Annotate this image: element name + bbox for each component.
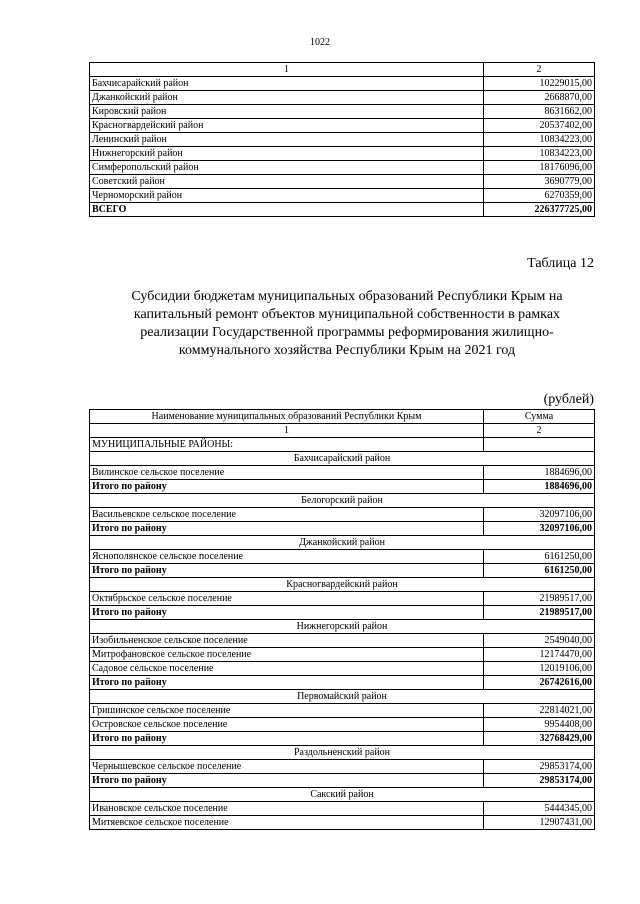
section-empty-cell xyxy=(484,438,595,452)
district-amount: 6270359,00 xyxy=(484,189,595,203)
settlement-amount: 32097106,00 xyxy=(484,508,595,522)
column-number-row xyxy=(90,424,595,438)
district-header: Джанкойский район xyxy=(90,536,595,550)
district-totals-body xyxy=(90,63,595,217)
district-total-label: Итого по району xyxy=(90,480,484,494)
district-total-amount: 21989517,00 xyxy=(484,606,595,620)
settlement-amount: 2549040,00 xyxy=(484,634,595,648)
district-header: Белогорский район xyxy=(90,494,595,508)
column-number-row xyxy=(90,63,595,77)
district-total-row xyxy=(90,676,595,690)
table-row xyxy=(90,119,595,133)
district-name: Черноморский район xyxy=(90,189,484,203)
table-row xyxy=(90,760,595,774)
district-amount: 10834223,00 xyxy=(484,147,595,161)
column-number-2: 2 xyxy=(484,63,595,77)
district-name: Красногвардейский район xyxy=(90,119,484,133)
table-row xyxy=(90,662,595,676)
table-row xyxy=(90,816,595,830)
district-total-row xyxy=(90,480,595,494)
district-name: Советский район xyxy=(90,175,484,189)
district-amount: 8631662,00 xyxy=(484,105,595,119)
district-amount: 3690779,00 xyxy=(484,175,595,189)
subsidies-table-body xyxy=(90,410,595,830)
grand-total-row xyxy=(90,203,595,217)
district-total-amount: 1884696,00 xyxy=(484,480,595,494)
settlement-name: Островское сельское поселение xyxy=(90,718,484,732)
district-total-row xyxy=(90,564,595,578)
district-amount: 18176096,00 xyxy=(484,161,595,175)
district-total-row xyxy=(90,606,595,620)
district-header-row xyxy=(90,578,595,592)
table-row xyxy=(90,508,595,522)
district-total-row xyxy=(90,732,595,746)
district-header-row xyxy=(90,452,595,466)
header-name: Наименование муниципальных образований Республики Крым xyxy=(90,410,484,424)
district-total-label: Итого по району xyxy=(90,564,484,578)
district-total-label: Итого по району xyxy=(90,522,484,536)
district-amount: 10834223,00 xyxy=(484,133,595,147)
table-row xyxy=(90,175,595,189)
settlement-name: Чернышевское сельское поселение xyxy=(90,760,484,774)
district-header: Бахчисарайский район xyxy=(90,452,595,466)
district-total-label: Итого по району xyxy=(90,732,484,746)
table-row xyxy=(90,718,595,732)
page-number: 1022 xyxy=(310,37,330,48)
district-header: Первомайский район xyxy=(90,690,595,704)
table-row xyxy=(90,466,595,480)
district-header: Сакский район xyxy=(90,788,595,802)
district-header: Нижнегорский район xyxy=(90,620,595,634)
grand-total-amount: 226377725,00 xyxy=(484,203,595,217)
table-row xyxy=(90,91,595,105)
district-total-amount: 32768429,00 xyxy=(484,732,595,746)
district-total-label: Итого по району xyxy=(90,676,484,690)
settlement-amount: 9954408,00 xyxy=(484,718,595,732)
district-header-row xyxy=(90,494,595,508)
settlement-name: Гришинское сельское поселение xyxy=(90,704,484,718)
district-amount: 20537402,00 xyxy=(484,119,595,133)
table-row xyxy=(90,592,595,606)
column-number-1: 1 xyxy=(90,63,484,77)
district-total-label: Итого по району xyxy=(90,606,484,620)
header-row xyxy=(90,410,595,424)
table-row xyxy=(90,634,595,648)
settlement-name: Митяевское сельское поселение xyxy=(90,816,484,830)
district-total-row xyxy=(90,522,595,536)
district-name: Симферопольский район xyxy=(90,161,484,175)
table-row xyxy=(90,189,595,203)
district-name: Бахчисарайский район xyxy=(90,77,484,91)
settlement-amount: 12174470,00 xyxy=(484,648,595,662)
table-row xyxy=(90,802,595,816)
units-label: (рублей) xyxy=(543,392,594,407)
district-total-label: Итого по району xyxy=(90,774,484,788)
settlement-amount: 29853174,00 xyxy=(484,760,595,774)
district-header: Раздольненский район xyxy=(90,746,595,760)
settlement-name: Изобильненское сельское поселение xyxy=(90,634,484,648)
settlement-name: Вилинское сельское поселение xyxy=(90,466,484,480)
table-label: Таблица 12 xyxy=(527,256,594,271)
settlement-amount: 21989517,00 xyxy=(484,592,595,606)
settlement-amount: 6161250,00 xyxy=(484,550,595,564)
district-name: Ленинский район xyxy=(90,133,484,147)
section-row xyxy=(90,438,595,452)
table-row xyxy=(90,550,595,564)
table-row xyxy=(90,704,595,718)
district-header-row xyxy=(90,620,595,634)
table-row xyxy=(90,147,595,161)
settlement-amount: 22814021,00 xyxy=(484,704,595,718)
district-total-amount: 29853174,00 xyxy=(484,774,595,788)
district-total-amount: 6161250,00 xyxy=(484,564,595,578)
settlement-amount: 5444345,00 xyxy=(484,802,595,816)
table-row xyxy=(90,105,595,119)
district-amount: 10229015,00 xyxy=(484,77,595,91)
district-header-row xyxy=(90,536,595,550)
settlement-amount: 1884696,00 xyxy=(484,466,595,480)
column-number-2: 2 xyxy=(484,424,595,438)
district-total-amount: 26742616,00 xyxy=(484,676,595,690)
column-number-1: 1 xyxy=(90,424,484,438)
grand-total-label: ВСЕГО xyxy=(90,203,484,217)
settlement-name: Васильевское сельское поселение xyxy=(90,508,484,522)
subsidies-table xyxy=(89,409,595,830)
table-title: Субсидии бюджетам муниципальных образований Республики Крым на капитальный ремонт объектов муниципальной собственности в рамках реализации Государственной программы реформирования жилищно-коммунального хозяйства Республики Крым на 2021 год xyxy=(131,289,563,358)
header-sum: Сумма xyxy=(484,410,595,424)
district-total-amount: 32097106,00 xyxy=(484,522,595,536)
settlement-amount: 12907431,00 xyxy=(484,816,595,830)
settlement-name: Октябрьское сельское поселение xyxy=(90,592,484,606)
table-row xyxy=(90,161,595,175)
district-header-row xyxy=(90,746,595,760)
district-total-row xyxy=(90,774,595,788)
district-name: Джанкойский район xyxy=(90,91,484,105)
settlement-name: Садовое сельское поселение xyxy=(90,662,484,676)
settlement-amount: 12019106,00 xyxy=(484,662,595,676)
settlement-name: Митрофановское сельское поселение xyxy=(90,648,484,662)
district-name: Нижнегорский район xyxy=(90,147,484,161)
settlement-name: Яснополянское сельское поселение xyxy=(90,550,484,564)
section-label: МУНИЦИПАЛЬНЫЕ РАЙОНЫ: xyxy=(90,438,484,452)
district-header-row xyxy=(90,690,595,704)
table-row xyxy=(90,648,595,662)
district-amount: 2668870,00 xyxy=(484,91,595,105)
district-header-row xyxy=(90,788,595,802)
table-row xyxy=(90,133,595,147)
district-header: Красногвардейский район xyxy=(90,578,595,592)
table-row xyxy=(90,77,595,91)
settlement-name: Ивановское сельское поселение xyxy=(90,802,484,816)
district-name: Кировский район xyxy=(90,105,484,119)
district-totals-table xyxy=(89,62,595,217)
